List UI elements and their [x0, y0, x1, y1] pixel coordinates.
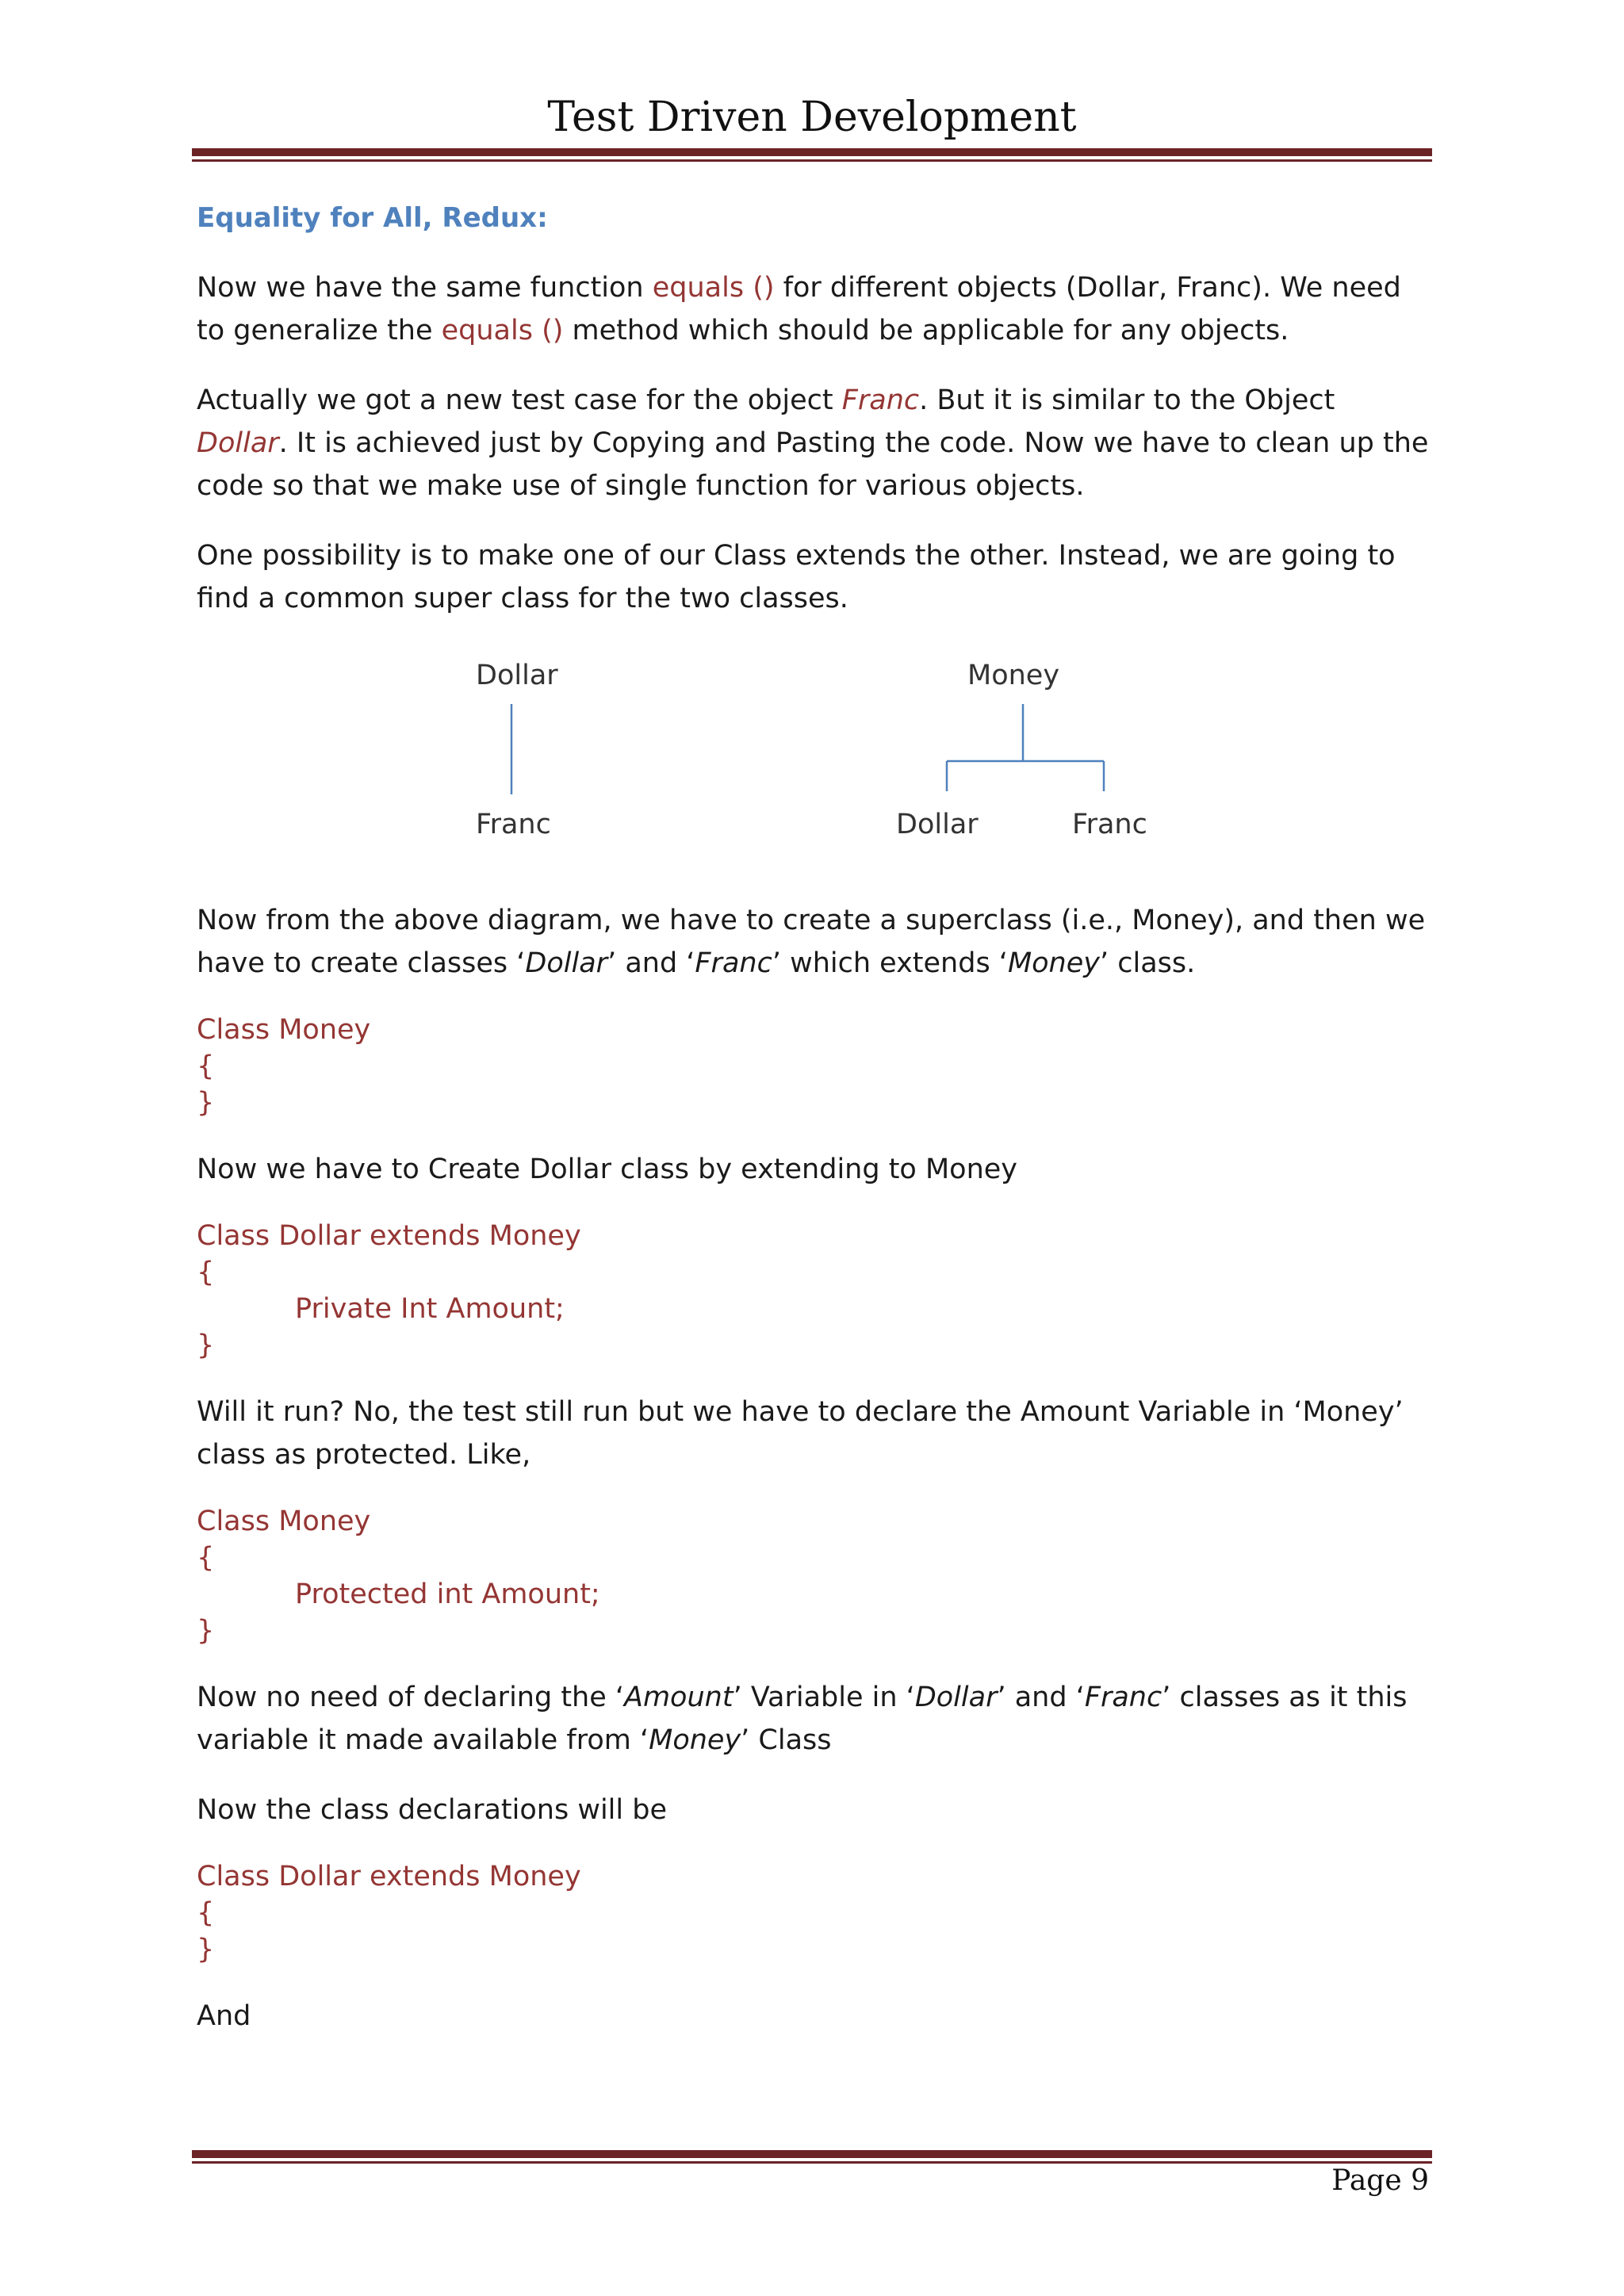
diagram-label-dollar: Dollar [476, 660, 558, 691]
class-hierarchy-diagram [197, 647, 1434, 861]
diagram-label-franc-child: Franc [1072, 809, 1147, 840]
code-line: Class Money [197, 1014, 371, 1046]
code-line: { [197, 1050, 215, 1082]
code-line: Private Int Amount; [295, 1293, 565, 1325]
paragraph-8: Now the class declarations will be [197, 1794, 668, 1826]
code-ref-equals: equals () [441, 315, 564, 346]
footer-rule [192, 2150, 1432, 2164]
paragraph-1: Now we have the same function equals () for different objects (Dollar, Franc). We need to generalize the equals () method which should be applicable for any objects. [197, 272, 1401, 346]
paragraph-7: Now no need of declaring the ‘Amount’ Variable in ‘Dollar’ and ‘Franc’ classes as it this variable it made available from ‘Money’ Class [197, 1682, 1408, 1756]
code-block-dollar [197, 1218, 1434, 1364]
page-content [197, 197, 1434, 2064]
code-block-money-protected [197, 1503, 1434, 1649]
code-line: { [197, 1257, 215, 1288]
diagram-lines [197, 647, 1434, 861]
code-line: { [197, 1897, 215, 1929]
code-line: Class Dollar extends Money [197, 1861, 581, 1892]
object-ref-dollar: Dollar [197, 427, 279, 459]
code-line: { [197, 1542, 215, 1574]
code-line: } [197, 1615, 215, 1647]
code-line: Protected int Amount; [295, 1578, 600, 1610]
code-block-money [197, 1012, 1434, 1121]
paragraph-3: One possibility is to make one of our Class extends the other. Instead, we are going to find a common super class for the two classes. [197, 540, 1396, 614]
code-line: Class Money [197, 1506, 371, 1537]
paragraph-5: Now we have to Create Dollar class by extending to Money [197, 1154, 1017, 1185]
object-ref-franc: Franc [841, 385, 920, 416]
page-header-title: Test Driven Development [547, 94, 1077, 141]
code-line: } [197, 1934, 215, 1965]
paragraph-4: Now from the above diagram, we have to create a superclass (i.e., Money), and then we have to create classes ‘Dollar’ and ‘Franc’ which extends ‘Money’ class. [197, 905, 1426, 979]
code-line: } [197, 1330, 215, 1361]
code-line: Class Dollar extends Money [197, 1220, 581, 1252]
paragraph-2: Actually we got a new test case for the object Franc. But it is similar to the Object Dollar. It is achieved just by Copying and Pasting the code. Now we have to clean up the code so that we make use of single function for various objects. [197, 385, 1429, 502]
section-heading: Equality for All, Redux: [197, 202, 548, 234]
paragraph-6: Will it run? No, the test still run but we have to declare the Amount Variable in ‘Money’ class as protected. Like, [197, 1396, 1404, 1471]
paragraph-9: And [197, 2000, 251, 2032]
code-line: } [197, 1087, 215, 1119]
page-number: Page 9 [1331, 2164, 1429, 2197]
header-rule [192, 148, 1432, 162]
diagram-label-dollar-child: Dollar [896, 809, 979, 840]
code-block-dollar-final [197, 1858, 1434, 1968]
diagram-label-franc: Franc [476, 809, 551, 840]
diagram-label-money: Money [967, 660, 1060, 691]
code-ref-equals: equals () [652, 272, 775, 304]
